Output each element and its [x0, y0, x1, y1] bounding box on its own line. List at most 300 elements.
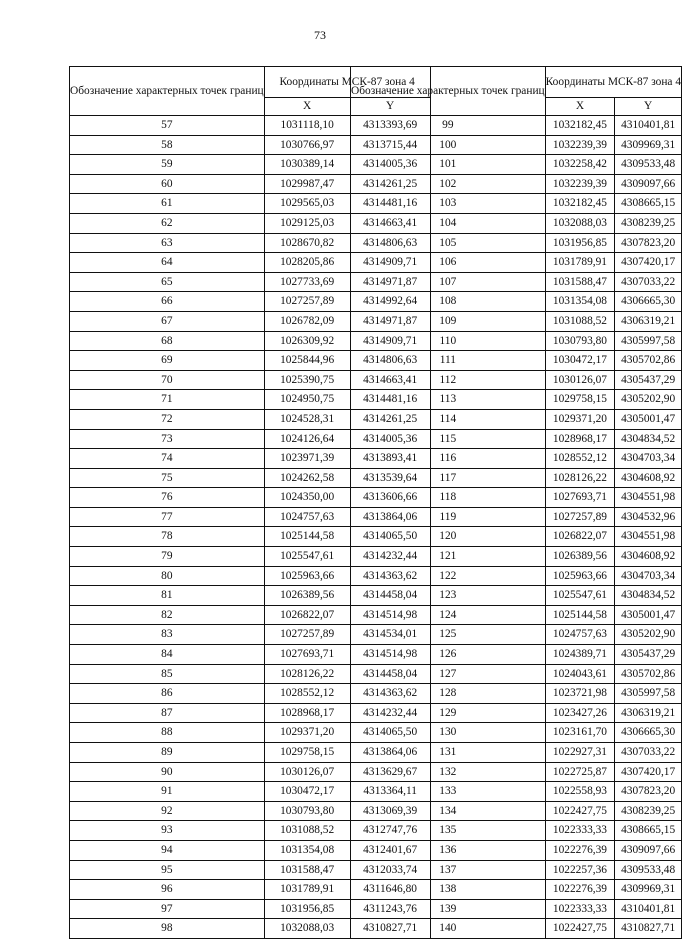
point-number-cell: 133: [351, 782, 546, 802]
x-coordinate-cell: 1024528,31: [264, 409, 350, 429]
x-coordinate-cell: 1027257,89: [264, 625, 350, 645]
x-coordinate-cell: 1022927,31: [545, 743, 615, 763]
point-number-cell: 103: [351, 194, 546, 214]
y-coordinate-cell: 4313364,11: [350, 782, 430, 802]
y-coordinate-cell: 4313069,39: [350, 801, 430, 821]
y-coordinate-cell: 4314005,36: [350, 155, 430, 175]
y-coordinate-cell: 4310401,81: [615, 899, 682, 919]
y-coordinate-cell: 4306665,30: [615, 723, 682, 743]
point-number-cell: 88: [70, 723, 265, 743]
x-coordinate-cell: 1022427,75: [545, 919, 615, 939]
x-coordinate-cell: 1026822,07: [264, 605, 350, 625]
y-coordinate-cell: 4305437,29: [615, 645, 682, 665]
x-coordinate-cell: 1023971,39: [264, 449, 350, 469]
point-number-cell: 92: [70, 801, 265, 821]
point-number-cell: 67: [70, 311, 265, 331]
table-row: [351, 605, 682, 625]
x-coordinate-cell: 1031354,08: [264, 840, 350, 860]
y-coordinate-cell: 4309969,31: [615, 135, 682, 155]
y-coordinate-cell: 4309969,31: [615, 880, 682, 900]
y-coordinate-cell: 4308665,15: [615, 821, 682, 841]
y-coordinate-cell: 4314363,62: [350, 566, 430, 586]
table-row: [351, 840, 682, 860]
x-coordinate-cell: 1031956,85: [264, 899, 350, 919]
point-number-cell: 80: [70, 566, 265, 586]
y-coordinate-cell: 4314481,16: [350, 390, 430, 410]
y-coordinate-cell: 4307033,22: [615, 272, 682, 292]
y-coordinate-cell: 4305702,86: [615, 664, 682, 684]
table-row: [351, 213, 682, 233]
y-coordinate-cell: 4304532,96: [615, 507, 682, 527]
x-coordinate-cell: 1026782,09: [264, 311, 350, 331]
y-coordinate-cell: 4309097,66: [615, 174, 682, 194]
table-row: [351, 860, 682, 880]
y-coordinate-cell: 4308665,15: [615, 194, 682, 214]
point-number-cell: 86: [70, 684, 265, 704]
point-number-cell: 72: [70, 409, 265, 429]
x-coordinate-cell: 1032258,42: [545, 155, 615, 175]
x-coordinate-cell: 1023427,26: [545, 703, 615, 723]
table-row: [351, 547, 682, 567]
table-row: [351, 684, 682, 704]
point-number-cell: 126: [351, 645, 546, 665]
point-number-cell: 77: [70, 507, 265, 527]
point-number-cell: 111: [351, 351, 546, 371]
point-number-cell: 115: [351, 429, 546, 449]
y-coordinate-cell: 4314481,16: [350, 194, 430, 214]
point-number-cell: 113: [351, 390, 546, 410]
x-coordinate-cell: 1029371,20: [545, 409, 615, 429]
x-coordinate-cell: 1028205,86: [264, 253, 350, 273]
point-number-cell: 131: [351, 743, 546, 763]
point-number-cell: 64: [70, 253, 265, 273]
y-coordinate-cell: 4305001,47: [615, 605, 682, 625]
x-coordinate-cell: 1022276,39: [545, 840, 615, 860]
x-coordinate-cell: 1024350,00: [264, 488, 350, 508]
y-coordinate-cell: 4310401,81: [615, 116, 682, 136]
table-row: [351, 664, 682, 684]
x-coordinate-cell: 1026389,56: [545, 547, 615, 567]
table-row: [351, 429, 682, 449]
x-coordinate-cell: 1024389,71: [545, 645, 615, 665]
x-coordinate-cell: 1025963,66: [264, 566, 350, 586]
table-row: [351, 233, 682, 253]
x-coordinate-cell: 1028552,12: [264, 684, 350, 704]
point-number-cell: 124: [351, 605, 546, 625]
point-number-cell: 139: [351, 899, 546, 919]
point-number-cell: 114: [351, 409, 546, 429]
x-coordinate-cell: 1025844,96: [264, 351, 350, 371]
table-row: [351, 723, 682, 743]
point-number-cell: 116: [351, 449, 546, 469]
table-row: [351, 194, 682, 214]
y-coordinate-cell: 4307033,22: [615, 743, 682, 763]
y-header: Y: [350, 98, 430, 116]
x-coordinate-cell: 1031588,47: [545, 272, 615, 292]
x-coordinate-cell: 1022558,93: [545, 782, 615, 802]
y-coordinate-cell: 4314971,87: [350, 272, 430, 292]
x-coordinate-cell: 1022427,75: [545, 801, 615, 821]
y-coordinate-cell: 4313539,64: [350, 468, 430, 488]
y-coordinate-cell: 4314065,50: [350, 527, 430, 547]
y-coordinate-cell: 4314232,44: [350, 547, 430, 567]
x-coordinate-cell: 1032239,39: [545, 174, 615, 194]
x-coordinate-cell: 1032088,03: [264, 919, 350, 939]
x-coordinate-cell: 1031789,91: [264, 880, 350, 900]
point-number-cell: 75: [70, 468, 265, 488]
x-coordinate-cell: 1030126,07: [264, 762, 350, 782]
x-coordinate-cell: 1022725,87: [545, 762, 615, 782]
point-number-cell: 112: [351, 370, 546, 390]
x-coordinate-cell: 1031088,52: [545, 311, 615, 331]
point-number-cell: 132: [351, 762, 546, 782]
y-coordinate-cell: 4314806,63: [350, 233, 430, 253]
point-number-cell: 128: [351, 684, 546, 704]
x-coordinate-cell: 1028552,12: [545, 449, 615, 469]
y-coordinate-cell: 4304551,98: [615, 488, 682, 508]
coords-header: Координаты МСК-87 зона 4: [264, 67, 430, 98]
x-coordinate-cell: 1028968,17: [264, 703, 350, 723]
point-number-cell: 95: [70, 860, 265, 880]
y-coordinate-cell: 4311646,80: [350, 880, 430, 900]
point-number-cell: 138: [351, 880, 546, 900]
y-coordinate-cell: 4313606,66: [350, 488, 430, 508]
table-row: [351, 586, 682, 606]
table-row: [351, 155, 682, 175]
point-number-cell: 107: [351, 272, 546, 292]
table-row: [351, 527, 682, 547]
table-row: [351, 390, 682, 410]
point-number-cell: 104: [351, 213, 546, 233]
x-coordinate-cell: 1027733,69: [264, 272, 350, 292]
y-coordinate-cell: 4313864,06: [350, 743, 430, 763]
page-number: 73: [314, 28, 326, 42]
table-row: [351, 174, 682, 194]
y-coordinate-cell: 4313864,06: [350, 507, 430, 527]
x-header: X: [264, 98, 350, 116]
y-coordinate-cell: 4304608,92: [615, 547, 682, 567]
point-number-cell: 108: [351, 292, 546, 312]
x-coordinate-cell: 1030766,97: [264, 135, 350, 155]
table-row: [351, 566, 682, 586]
point-number-cell: 74: [70, 449, 265, 469]
x-coordinate-cell: 1027693,71: [264, 645, 350, 665]
point-number-cell: 120: [351, 527, 546, 547]
point-number-cell: 66: [70, 292, 265, 312]
point-number-cell: 81: [70, 586, 265, 606]
point-number-cell: 57: [70, 116, 265, 136]
y-coordinate-cell: 4314458,04: [350, 664, 430, 684]
x-coordinate-cell: 1024950,75: [264, 390, 350, 410]
y-coordinate-cell: 4304551,98: [615, 527, 682, 547]
point-number-cell: 94: [70, 840, 265, 860]
point-number-cell: 73: [70, 429, 265, 449]
point-label-header: Обозначение характерных точек границ: [70, 67, 265, 116]
y-coordinate-cell: 4314663,41: [350, 213, 430, 233]
y-coordinate-cell: 4314005,36: [350, 429, 430, 449]
y-coordinate-cell: 4305437,29: [615, 370, 682, 390]
table-row: [351, 645, 682, 665]
table-row: [351, 507, 682, 527]
y-coordinate-cell: 4310827,71: [350, 919, 430, 939]
table-row: [351, 821, 682, 841]
x-coordinate-cell: 1029371,20: [264, 723, 350, 743]
y-coordinate-cell: 4307823,20: [615, 782, 682, 802]
x-coordinate-cell: 1024757,63: [264, 507, 350, 527]
x-coordinate-cell: 1032088,03: [545, 213, 615, 233]
x-coordinate-cell: 1025963,66: [545, 566, 615, 586]
y-coordinate-cell: 4313715,44: [350, 135, 430, 155]
y-coordinate-cell: 4304834,52: [615, 586, 682, 606]
x-coordinate-cell: 1029565,03: [264, 194, 350, 214]
point-number-cell: 83: [70, 625, 265, 645]
table-row: [351, 311, 682, 331]
table-row: [351, 703, 682, 723]
point-number-cell: 93: [70, 821, 265, 841]
y-coordinate-cell: 4314232,44: [350, 703, 430, 723]
table-row: [351, 409, 682, 429]
x-coordinate-cell: 1028126,22: [264, 664, 350, 684]
y-coordinate-cell: 4314806,63: [350, 351, 430, 371]
x-coordinate-cell: 1030793,80: [545, 331, 615, 351]
x-coordinate-cell: 1029125,03: [264, 213, 350, 233]
table-row: [351, 449, 682, 469]
x-coordinate-cell: 1025547,61: [545, 586, 615, 606]
point-number-cell: 78: [70, 527, 265, 547]
x-coordinate-cell: 1028126,22: [545, 468, 615, 488]
y-coordinate-cell: 4314261,25: [350, 409, 430, 429]
y-coordinate-cell: 4307420,17: [615, 762, 682, 782]
x-coordinate-cell: 1025547,61: [264, 547, 350, 567]
y-coordinate-cell: 4314363,62: [350, 684, 430, 704]
y-coordinate-cell: 4314534,01: [350, 625, 430, 645]
x-coordinate-cell: 1026822,07: [545, 527, 615, 547]
x-coordinate-cell: 1024757,63: [545, 625, 615, 645]
y-coordinate-cell: 4304834,52: [615, 429, 682, 449]
point-label-header: Обозначение характерных точек границ: [351, 67, 546, 116]
point-number-cell: 68: [70, 331, 265, 351]
x-coordinate-cell: 1030472,17: [264, 782, 350, 802]
y-coordinate-cell: 4314909,71: [350, 331, 430, 351]
table-row: [351, 370, 682, 390]
y-coordinate-cell: 4313629,67: [350, 762, 430, 782]
point-number-cell: 117: [351, 468, 546, 488]
x-coordinate-cell: 1022276,39: [545, 880, 615, 900]
y-coordinate-cell: 4307420,17: [615, 253, 682, 273]
table-row: [351, 801, 682, 821]
y-coordinate-cell: 4313393,69: [350, 116, 430, 136]
table-row: [351, 782, 682, 802]
y-coordinate-cell: 4305702,86: [615, 351, 682, 371]
y-coordinate-cell: 4304608,92: [615, 468, 682, 488]
y-coordinate-cell: 4305001,47: [615, 409, 682, 429]
x-coordinate-cell: 1028968,17: [545, 429, 615, 449]
table-row: [351, 468, 682, 488]
y-coordinate-cell: 4309097,66: [615, 840, 682, 860]
point-number-cell: 82: [70, 605, 265, 625]
table-row: [351, 351, 682, 371]
coordinates-table-right: [350, 66, 682, 939]
y-coordinate-cell: 4314971,87: [350, 311, 430, 331]
point-number-cell: 140: [351, 919, 546, 939]
point-number-cell: 70: [70, 370, 265, 390]
x-coordinate-cell: 1032239,39: [545, 135, 615, 155]
table-row: [351, 292, 682, 312]
x-coordinate-cell: 1026389,56: [264, 586, 350, 606]
y-coordinate-cell: 4306665,30: [615, 292, 682, 312]
y-coordinate-cell: 4314663,41: [350, 370, 430, 390]
x-coordinate-cell: 1027257,89: [545, 507, 615, 527]
point-number-cell: 136: [351, 840, 546, 860]
y-coordinate-cell: 4306319,21: [615, 703, 682, 723]
y-coordinate-cell: 4314514,98: [350, 605, 430, 625]
x-coordinate-cell: 1028670,82: [264, 233, 350, 253]
point-number-cell: 106: [351, 253, 546, 273]
x-coordinate-cell: 1027693,71: [545, 488, 615, 508]
point-number-cell: 62: [70, 213, 265, 233]
x-header: X: [545, 98, 615, 116]
table-row: [351, 743, 682, 763]
point-number-cell: 102: [351, 174, 546, 194]
y-coordinate-cell: 4309533,48: [615, 155, 682, 175]
point-number-cell: 110: [351, 331, 546, 351]
y-coordinate-cell: 4314065,50: [350, 723, 430, 743]
table-row: [351, 488, 682, 508]
x-coordinate-cell: 1030472,17: [545, 351, 615, 371]
y-coordinate-cell: 4314458,04: [350, 586, 430, 606]
table-row: [351, 919, 682, 939]
x-coordinate-cell: 1022257,36: [545, 860, 615, 880]
point-number-cell: 79: [70, 547, 265, 567]
point-number-cell: 84: [70, 645, 265, 665]
point-number-cell: 90: [70, 762, 265, 782]
x-coordinate-cell: 1029987,47: [264, 174, 350, 194]
x-coordinate-cell: 1022333,33: [545, 821, 615, 841]
point-number-cell: 125: [351, 625, 546, 645]
point-number-cell: 123: [351, 586, 546, 606]
x-coordinate-cell: 1030793,80: [264, 801, 350, 821]
x-coordinate-cell: 1031354,08: [545, 292, 615, 312]
point-number-cell: 59: [70, 155, 265, 175]
point-number-cell: 63: [70, 233, 265, 253]
y-coordinate-cell: 4310827,71: [615, 919, 682, 939]
table-row: [351, 272, 682, 292]
point-number-cell: 130: [351, 723, 546, 743]
table-row: [351, 116, 682, 136]
x-coordinate-cell: 1023161,70: [545, 723, 615, 743]
y-coordinate-cell: 4308239,25: [615, 213, 682, 233]
y-coordinate-cell: 4305997,58: [615, 331, 682, 351]
x-coordinate-cell: 1030389,14: [264, 155, 350, 175]
point-number-cell: 69: [70, 351, 265, 371]
y-header: Y: [615, 98, 682, 116]
x-coordinate-cell: 1024262,58: [264, 468, 350, 488]
y-coordinate-cell: 4313893,41: [350, 449, 430, 469]
x-coordinate-cell: 1026309,92: [264, 331, 350, 351]
point-number-cell: 135: [351, 821, 546, 841]
x-coordinate-cell: 1030126,07: [545, 370, 615, 390]
point-number-cell: 101: [351, 155, 546, 175]
x-coordinate-cell: 1025144,58: [545, 605, 615, 625]
point-number-cell: 97: [70, 899, 265, 919]
x-coordinate-cell: 1029758,15: [545, 390, 615, 410]
x-coordinate-cell: 1031118,10: [264, 116, 350, 136]
x-coordinate-cell: 1025144,58: [264, 527, 350, 547]
table-row: [351, 880, 682, 900]
y-coordinate-cell: 4304703,34: [615, 449, 682, 469]
y-coordinate-cell: 4307823,20: [615, 233, 682, 253]
y-coordinate-cell: 4312033,74: [350, 860, 430, 880]
point-number-cell: 100: [351, 135, 546, 155]
x-coordinate-cell: 1023721,98: [545, 684, 615, 704]
point-number-cell: 134: [351, 801, 546, 821]
point-number-cell: 109: [351, 311, 546, 331]
point-number-cell: 58: [70, 135, 265, 155]
table-body-right: [351, 116, 682, 939]
x-coordinate-cell: 1025390,75: [264, 370, 350, 390]
point-number-cell: 85: [70, 664, 265, 684]
point-number-cell: 98: [70, 919, 265, 939]
table-row: [351, 253, 682, 273]
point-number-cell: 105: [351, 233, 546, 253]
point-number-cell: 129: [351, 703, 546, 723]
y-coordinate-cell: 4305202,90: [615, 390, 682, 410]
coords-header: Координаты МСК-87 зона 4: [545, 67, 681, 98]
y-coordinate-cell: 4309533,48: [615, 860, 682, 880]
point-number-cell: 99: [351, 116, 546, 136]
point-number-cell: 121: [351, 547, 546, 567]
y-coordinate-cell: 4314514,98: [350, 645, 430, 665]
point-number-cell: 89: [70, 743, 265, 763]
x-coordinate-cell: 1022333,33: [545, 899, 615, 919]
y-coordinate-cell: 4308239,25: [615, 801, 682, 821]
y-coordinate-cell: 4305997,58: [615, 684, 682, 704]
point-number-cell: 61: [70, 194, 265, 214]
table-row: [351, 625, 682, 645]
y-coordinate-cell: 4314909,71: [350, 253, 430, 273]
point-number-cell: 65: [70, 272, 265, 292]
point-number-cell: 71: [70, 390, 265, 410]
point-number-cell: 119: [351, 507, 546, 527]
x-coordinate-cell: 1029758,15: [264, 743, 350, 763]
x-coordinate-cell: 1031956,85: [545, 233, 615, 253]
y-coordinate-cell: 4312401,67: [350, 840, 430, 860]
x-coordinate-cell: 1024043,61: [545, 664, 615, 684]
y-coordinate-cell: 4314261,25: [350, 174, 430, 194]
point-number-cell: 76: [70, 488, 265, 508]
y-coordinate-cell: 4311243,76: [350, 899, 430, 919]
point-number-cell: 122: [351, 566, 546, 586]
table-row: [351, 135, 682, 155]
table-row: [351, 331, 682, 351]
x-coordinate-cell: 1031789,91: [545, 253, 615, 273]
point-number-cell: 118: [351, 488, 546, 508]
y-coordinate-cell: 4314992,64: [350, 292, 430, 312]
point-number-cell: 137: [351, 860, 546, 880]
point-number-cell: 60: [70, 174, 265, 194]
point-number-cell: 96: [70, 880, 265, 900]
y-coordinate-cell: 4312747,76: [350, 821, 430, 841]
x-coordinate-cell: 1024126,64: [264, 429, 350, 449]
y-coordinate-cell: 4305202,90: [615, 625, 682, 645]
y-coordinate-cell: 4304703,34: [615, 566, 682, 586]
x-coordinate-cell: 1032182,45: [545, 194, 615, 214]
x-coordinate-cell: 1027257,89: [264, 292, 350, 312]
point-number-cell: 91: [70, 782, 265, 802]
table-row: [351, 899, 682, 919]
point-number-cell: 87: [70, 703, 265, 723]
table-row: [351, 762, 682, 782]
